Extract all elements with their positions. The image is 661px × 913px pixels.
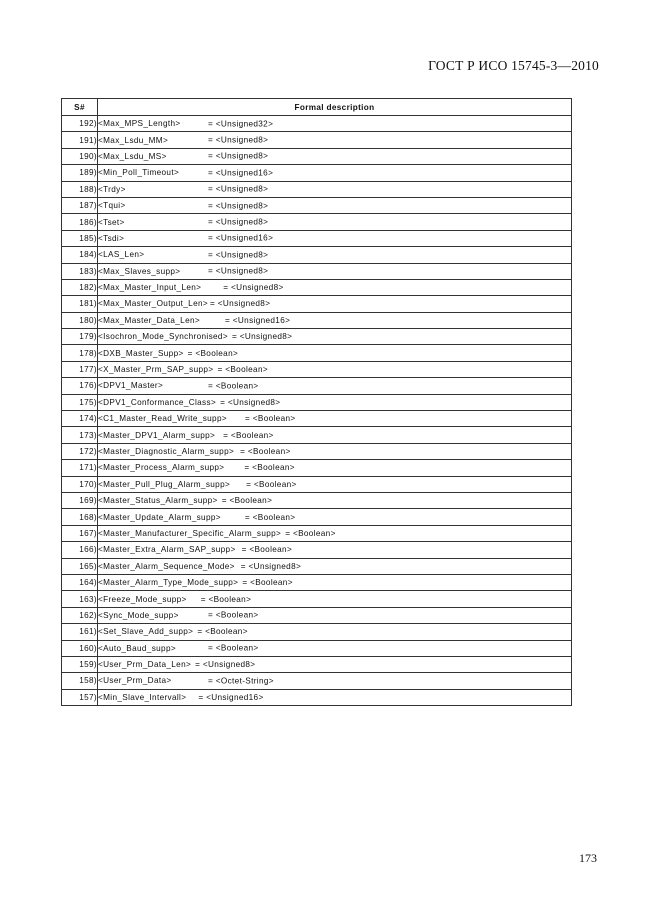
row-description [98, 329, 572, 345]
table-row [62, 312, 572, 328]
table-row [62, 263, 572, 279]
table-row [62, 411, 572, 427]
element-type: = <Unsigned8> [210, 299, 271, 309]
table-row [62, 165, 572, 181]
row-number: 177) [62, 361, 98, 377]
row-description [98, 378, 572, 394]
element-type: = <Unsigned8> [195, 660, 256, 670]
row-number: 173) [62, 427, 98, 443]
element-type: = <Unsigned8> [223, 283, 284, 293]
element-name: <DPV1_Master> [98, 381, 164, 391]
column-header-description: Formal description [98, 99, 572, 116]
element-name: <User_Prm_Data_Len> [98, 660, 192, 670]
row-description [98, 640, 572, 656]
element-name: <C1_Master_Read_Write_supp> [98, 414, 227, 424]
row-description [98, 296, 572, 312]
row-number: 186) [62, 214, 98, 230]
element-name: <Master_Alarm_Sequence_Mode> [98, 561, 235, 571]
document-header: ГОСТ Р ИСО 15745-3—2010 [428, 58, 599, 73]
row-number: 170) [62, 476, 98, 492]
row-number: 160) [62, 640, 98, 656]
element-type: = <Boolean> [217, 365, 268, 375]
element-type: = <Boolean> [187, 348, 239, 358]
element-name: <DPV1_Conformance_Class> [98, 397, 217, 407]
row-number: 192) [62, 116, 98, 132]
table-row [62, 656, 572, 672]
row-description [98, 525, 572, 541]
element-name: <Min_Poll_Timeout> [98, 168, 180, 178]
row-number: 167) [62, 525, 98, 541]
formal-description-table [61, 98, 572, 706]
element-type: = <Boolean> [223, 430, 274, 440]
row-number: 181) [62, 296, 98, 312]
element-type: = <Unsigned16> [208, 233, 274, 243]
element-name: <Isochron_Mode_Synchronised> [98, 332, 228, 342]
row-number: 165) [62, 558, 98, 574]
row-number: 163) [62, 591, 98, 607]
row-number: 190) [62, 148, 98, 164]
table-body [62, 116, 572, 706]
element-type: = <Unsigned8> [208, 250, 269, 260]
element-name: <Max_Lsdu_MS> [98, 151, 167, 161]
element-type: = <Boolean> [208, 610, 259, 620]
row-number: 159) [62, 656, 98, 672]
row-number: 184) [62, 247, 98, 263]
element-type: = <Boolean> [245, 414, 296, 424]
element-name: <Master_Status_Alarm_supp> [98, 496, 218, 506]
table-row [62, 132, 572, 148]
table-row [62, 492, 572, 508]
row-number: 158) [62, 673, 98, 689]
element-name: <Tqui> [98, 201, 126, 211]
table-row [62, 329, 572, 345]
table-row [62, 443, 572, 459]
row-number: 171) [62, 460, 98, 476]
element-name: <Min_Slave_Intervall> [98, 692, 187, 702]
row-description [98, 116, 572, 132]
element-name: <Max_Master_Output_Len> [98, 299, 209, 309]
row-description [98, 411, 572, 427]
row-description [98, 279, 572, 295]
table-row [62, 607, 572, 623]
element-type: = <Boolean> [197, 627, 248, 637]
element-name: <Set_Slave_Add_supp> [98, 627, 194, 637]
table-row [62, 148, 572, 164]
element-type: = <Unsigned32> [208, 119, 274, 129]
row-number: 169) [62, 492, 98, 508]
row-number: 175) [62, 394, 98, 410]
element-type: = <Boolean> [208, 381, 259, 391]
element-type: = <Unsigned16> [225, 315, 291, 325]
table-row [62, 624, 572, 640]
row-number: 161) [62, 624, 98, 640]
row-description [98, 476, 572, 492]
row-number: 168) [62, 509, 98, 525]
row-description [98, 132, 572, 148]
element-type: = <Boolean> [246, 479, 297, 489]
table-row [62, 230, 572, 246]
row-description [98, 624, 572, 640]
row-number: 189) [62, 165, 98, 181]
row-number: 187) [62, 197, 98, 213]
element-type: = <Unsigned8> [208, 201, 269, 211]
element-name: <Trdy> [98, 184, 126, 194]
element-type: = <Octet-String> [208, 676, 274, 686]
element-name: <Master_Pull_Plug_Alarm_supp> [98, 479, 231, 489]
table-header-row [62, 99, 572, 116]
element-name: <Auto_Baud_supp> [98, 643, 176, 653]
page-number: 173 [579, 851, 597, 865]
element-name: <Max_Slaves_supp> [98, 266, 181, 276]
table-row [62, 689, 572, 705]
row-description [98, 427, 572, 443]
element-name: <Tsdi> [98, 233, 125, 243]
element-type: = <Boolean> [244, 463, 295, 473]
row-number: 180) [62, 312, 98, 328]
table-row [62, 361, 572, 377]
element-type: = <Unsigned8> [208, 266, 269, 276]
element-type: = <Boolean> [241, 545, 293, 555]
element-type: = <Unsigned8> [240, 561, 302, 571]
element-type: = <Unsigned16> [198, 692, 264, 702]
element-name: <DXB_Master_Supp> [98, 348, 184, 358]
row-description [98, 460, 572, 476]
row-number: 191) [62, 132, 98, 148]
element-name: <Master_Diagnostic_Alarm_supp> [98, 447, 235, 456]
row-description [98, 263, 572, 279]
element-name: <Sync_Mode_supp> [98, 610, 179, 620]
element-type: = <Unsigned8> [208, 217, 269, 227]
table-row [62, 214, 572, 230]
element-type: = <Unsigned8> [220, 397, 281, 407]
row-number: 185) [62, 230, 98, 246]
table-row [62, 542, 572, 558]
row-number: 178) [62, 345, 98, 361]
element-type: = <Boolean> [221, 496, 273, 506]
table-row [62, 476, 572, 492]
row-description [98, 230, 572, 246]
row-description [98, 312, 572, 328]
element-name: <Max_MPS_Length> [98, 119, 181, 129]
row-description [98, 656, 572, 672]
table-row [62, 116, 572, 132]
column-header-number: S# [62, 99, 98, 116]
row-description [98, 181, 572, 197]
row-number: 174) [62, 411, 98, 427]
element-type: = <Boolean> [285, 528, 336, 538]
element-type: = <Boolean> [244, 512, 296, 522]
element-name: <Master_Manufacturer_Specific_Alarm_supp> [98, 528, 282, 538]
element-name: <Master_Update_Alarm_supp> [98, 512, 221, 522]
row-description [98, 509, 572, 525]
element-type: = <Unsigned8> [208, 184, 269, 194]
table-row [62, 427, 572, 443]
row-description [98, 148, 572, 164]
element-name: <Master_DPV1_Alarm_supp> [98, 430, 216, 440]
row-description [98, 214, 572, 230]
table-row [62, 525, 572, 541]
element-name: <Max_Lsdu_MM> [98, 135, 169, 145]
element-type: = <Unsigned8> [231, 332, 293, 342]
row-description [98, 689, 572, 705]
element-name: <LAS_Len> [98, 250, 145, 260]
table-row [62, 296, 572, 312]
row-description [98, 574, 572, 590]
element-name: <Tset> [98, 217, 125, 227]
row-description [98, 361, 572, 377]
row-number: 183) [62, 263, 98, 279]
table-row [62, 460, 572, 476]
row-description [98, 165, 572, 181]
element-type: = <Boolean> [240, 447, 291, 456]
table-row [62, 197, 572, 213]
element-name: <Master_Alarm_Type_Mode_supp> [98, 578, 239, 588]
row-number: 188) [62, 181, 98, 197]
table-row [62, 591, 572, 607]
row-description [98, 345, 572, 361]
row-number: 166) [62, 542, 98, 558]
row-description [98, 542, 572, 558]
table-row [62, 558, 572, 574]
table-row [62, 509, 572, 525]
row-description [98, 247, 572, 263]
table-row [62, 181, 572, 197]
table-row [62, 640, 572, 656]
row-description [98, 394, 572, 410]
table-row [62, 247, 572, 263]
element-type: = <Unsigned8> [208, 135, 269, 145]
element-type: = <Boolean> [208, 643, 259, 653]
row-description [98, 558, 572, 574]
element-type: = <Boolean> [242, 578, 293, 588]
element-type: = <Boolean> [200, 594, 252, 604]
element-name: <Master_Extra_Alarm_SAP_supp> [98, 545, 236, 555]
table-row [62, 394, 572, 410]
table-row [62, 574, 572, 590]
element-name: <Max_Master_Data_Len> [98, 315, 201, 325]
element-name: <Freeze_Mode_supp> [98, 594, 187, 604]
table-row [62, 279, 572, 295]
row-number: 162) [62, 607, 98, 623]
row-description [98, 197, 572, 213]
table-row [62, 673, 572, 689]
table-row [62, 345, 572, 361]
element-name: <User_Prm_Data> [98, 676, 172, 686]
row-number: 157) [62, 689, 98, 705]
row-description [98, 591, 572, 607]
row-description [98, 443, 572, 459]
row-description [98, 673, 572, 689]
table-row [62, 378, 572, 394]
row-number: 172) [62, 443, 98, 459]
row-number: 164) [62, 574, 98, 590]
row-number: 176) [62, 378, 98, 394]
element-type: = <Unsigned16> [208, 168, 274, 178]
row-description [98, 607, 572, 623]
element-type: = <Unsigned8> [208, 151, 269, 161]
element-name: <Max_Master_Input_Len> [98, 283, 202, 293]
row-description [98, 492, 572, 508]
element-name: <Master_Process_Alarm_supp> [98, 463, 225, 473]
row-number: 179) [62, 329, 98, 345]
row-number: 182) [62, 279, 98, 295]
element-name: <X_Master_Prm_SAP_supp> [98, 365, 214, 375]
